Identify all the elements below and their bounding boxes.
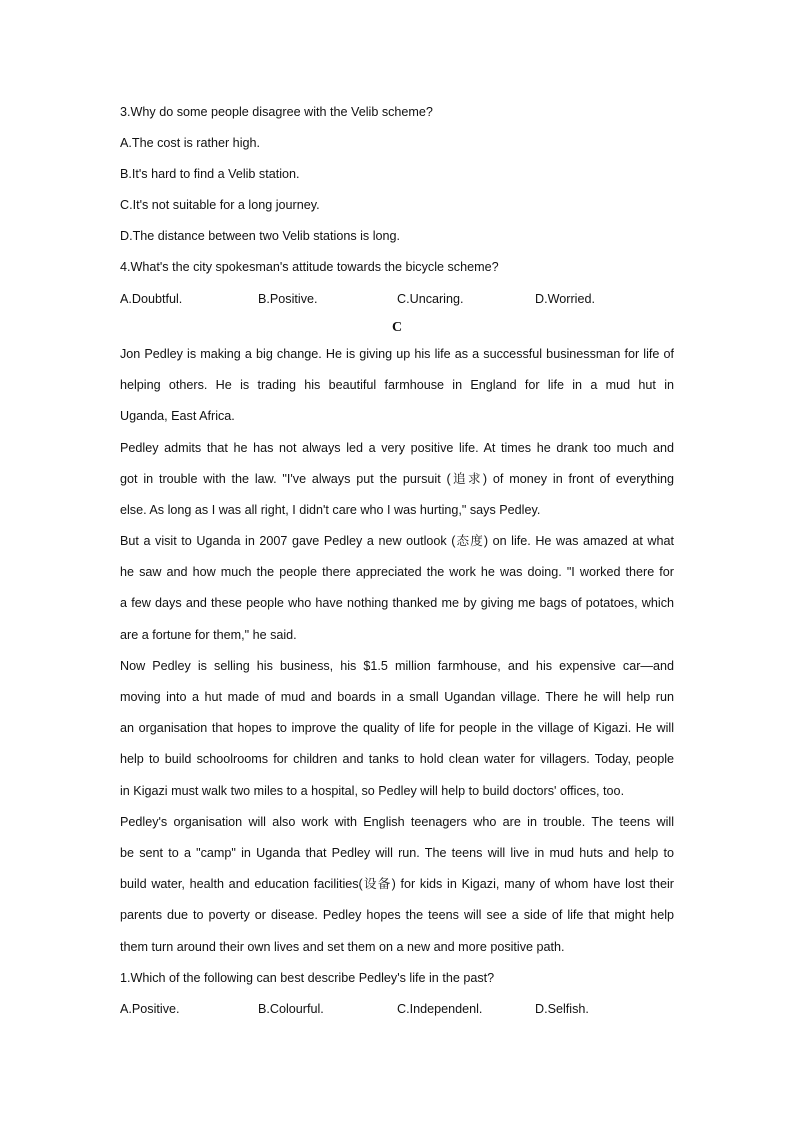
passage-line: moving into a hut made of mud and boards in a small Ugandan village. There he will help run — [120, 690, 674, 704]
q4-option-a: A.Doubtful. — [120, 292, 183, 306]
passage-line: helping others. He is trading his beautiful farmhouse in England for life in a mud hut in — [120, 378, 674, 392]
passage-line: build water, health and education facilities(设备) for kids in Kigazi, many of whom have lost their — [120, 877, 674, 891]
passage-line: Uganda, East Africa. — [120, 409, 235, 423]
question-3: 3.Why do some people disagree with the Velib scheme? — [120, 105, 433, 119]
passage-line: them turn around their own lives and set them on a new and more positive path. — [120, 940, 565, 954]
question-c1: 1.Which of the following can best describe Pedley's life in the past? — [120, 971, 495, 985]
c1-option-b: B.Colourful. — [258, 1002, 324, 1016]
passage-line: Jon Pedley is making a big change. He is giving up his life as a successful businessman for life of — [120, 347, 674, 361]
passage-line: an organisation that hopes to improve the quality of life for people in the village of Kigazi. He will — [120, 721, 674, 735]
passage-line: got in trouble with the law. "I've always put the pursuit (追求) of money in front of everything — [120, 472, 674, 486]
passage-line: Now Pedley is selling his business, his $1.5 million farmhouse, and his expensive car—and — [120, 659, 674, 673]
question-4: 4.What's the city spokesman's attitude towards the bicycle scheme? — [120, 260, 499, 274]
q4-option-b: B.Positive. — [258, 292, 318, 306]
passage-line: else. As long as I was all right, I didn't care who I was hurting," says Pedley. — [120, 503, 541, 517]
passage-line: be sent to a "camp" in Uganda that Pedley will run. The teens will live in mud huts and help to — [120, 846, 674, 860]
c1-option-d: D.Selfish. — [535, 1002, 589, 1016]
c1-option-a: A.Positive. — [120, 1002, 180, 1016]
passage-line: parents due to poverty or disease. Pedley hopes the teens will see a side of life that might help — [120, 908, 674, 922]
passage-line: But a visit to Uganda in 2007 gave Pedley a new outlook (态度) on life. He was amazed at what — [120, 534, 674, 548]
passage-line: help to build schoolrooms for children and tanks to hold clean water for villagers. Today, people — [120, 752, 674, 766]
c1-option-c: C.Independenl. — [397, 1002, 483, 1016]
passage-line: Pedley's organisation will also work with English teenagers who are in trouble. The teens will — [120, 815, 674, 829]
passage-line: he saw and how much the people there appreciated the work he was doing. "I worked there for — [120, 565, 674, 579]
passage-line: a few days and these people who have nothing thanked me by giving me bags of potatoes, which — [120, 596, 674, 610]
q3-option-d: D.The distance between two Velib stations is long. — [120, 229, 401, 243]
passage-line: Pedley admits that he has not always led a very positive life. At times he drank too much and — [120, 441, 674, 455]
q4-option-d: D.Worried. — [535, 292, 595, 306]
q3-option-c: C.It's not suitable for a long journey. — [120, 198, 320, 212]
q3-option-a: A.The cost is rather high. — [120, 136, 260, 150]
passage-line: in Kigazi must walk two miles to a hospital, so Pedley will help to build doctors' offices, too. — [120, 784, 625, 798]
q3-option-b: B.It's hard to find a Velib station. — [120, 167, 300, 181]
q4-option-c: C.Uncaring. — [397, 292, 464, 306]
passage-line: are a fortune for them," he said. — [120, 628, 297, 642]
section-heading: C — [391, 320, 403, 335]
